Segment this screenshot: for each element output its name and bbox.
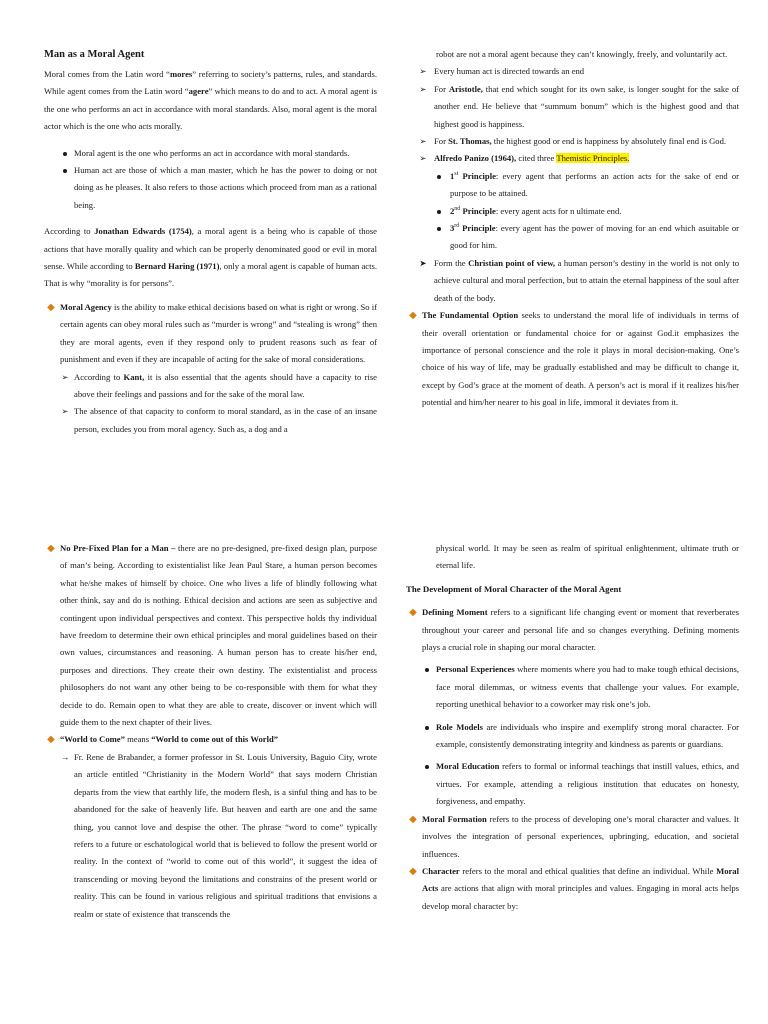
- text-run: : every agent acts for n ultimate end.: [495, 205, 622, 216]
- bold-term: “World to Come”: [60, 734, 125, 745]
- text-run: the highest good or end is happiness by absolutely final end is God.: [491, 136, 727, 147]
- dot-bullet-icon: [432, 168, 446, 185]
- bold-term: 2: [450, 205, 455, 216]
- text-run: means: [124, 734, 152, 745]
- list-item-text: Moral agent is the one who performs an act in accordance with moral standards.: [74, 147, 350, 158]
- text-run: it is also essential that the agents should have a capacity to rise above their feelings and passions and for the sake of the moral law.: [74, 371, 377, 399]
- text-run: For: [434, 136, 449, 147]
- bold-term: agere: [188, 86, 209, 97]
- text-run: , a moral agent is a being who is capable of those actions that have morally quality and which can be properly denominated good or evil in moral sense. While according to: [44, 226, 377, 272]
- text-run: ” which means to do and to act. A moral agent is the one who performs an act in accordance with moral standards. Also, moral agent is the moral actor which is the one who acts morally.: [44, 86, 377, 132]
- bold-term: “World to come out of this World”: [151, 734, 279, 745]
- diamond-bullet-icon: ◆: [47, 543, 55, 554]
- list-item: [44, 299, 377, 369]
- bold-term: mores: [169, 69, 193, 79]
- top-right-section: [406, 46, 739, 412]
- diamond-bullet-icon: ◆: [409, 865, 417, 877]
- dot-bullet-icon: [420, 719, 434, 736]
- list-item: [406, 81, 739, 133]
- list-item-text: where moments where you had to make tough ethical decisions, face moral dilemmas, or witness events that challenge your values. For example, reporting unethical behavior to a coworker may risk one’s job.: [436, 664, 739, 710]
- text-run: For: [434, 83, 449, 94]
- list-item: [406, 719, 739, 754]
- bold-term: St. Thomas,: [448, 136, 492, 147]
- bold-term: Aristotle,: [448, 83, 483, 94]
- moral-definition-paragraph: [44, 66, 377, 136]
- text-run: Form the: [434, 257, 469, 268]
- text-run: : every agent has the power of moving for an end which asuitable or good for him.: [450, 223, 739, 251]
- edwards-haring-paragraph: [44, 223, 377, 293]
- bold-term: Role Models: [436, 721, 483, 732]
- list-item: [44, 162, 377, 214]
- bold-term: Jonathan Edwards (1754): [94, 226, 192, 237]
- dot-bullet-icon: [58, 162, 72, 179]
- bold-term: Personal Experiences: [436, 664, 515, 675]
- text-run: Moral comes from the Latin word “: [44, 69, 170, 79]
- list-item-text: The absence of that capacity to conform to moral standard, as in the case of an insane person, excludes you from moral agency. Such as, a dog and a: [74, 406, 377, 434]
- bold-term: Character: [422, 865, 460, 876]
- bold-term: Principle: [460, 205, 496, 216]
- list-item: [44, 540, 377, 731]
- bottom-left-section: [44, 540, 377, 923]
- bold-term: 3: [450, 223, 455, 234]
- list-item-text: seeks to understand the moral life of individuals in terms of their overall orientation or fundamental choice for or against God.it emphasizes the importance of personal conscience and the role it plays in moral decision-making. One’s choice of his way of life, may be gradually established and may be difficult to change it, except by God’s grace at the moment of death. A person’s act is moral if it realizes his/her potential and him/her nearer to his goal in life, immoral it deviates from it.: [422, 310, 739, 408]
- text-run: cited three: [516, 153, 557, 164]
- list-item: [406, 811, 739, 863]
- bold-term: Alfredo Panizo (1964),: [434, 153, 517, 164]
- bold-term: Defining Moment: [422, 607, 488, 618]
- list-item-text: refers to the process of developing one’s moral character and values. It involves the integration of personal experiences, upbringing, education, and societal influences.: [422, 813, 739, 859]
- list-item: [44, 731, 377, 748]
- arrow-right-icon: →: [60, 751, 70, 762]
- text-run: refers to the moral and ethical qualities that define an individual. While: [459, 865, 717, 876]
- bold-term: No Pre-Fixed Plan for a Man –: [60, 543, 176, 553]
- text-run: ” referring to society’s patterns, rules, and standards. While agent comes from the Latin word “: [44, 69, 377, 97]
- list-item: [406, 758, 739, 810]
- list-item-continuation: [406, 46, 739, 63]
- bold-term: Kant,: [123, 371, 145, 382]
- bold-term: Moral Acts: [422, 865, 739, 894]
- text-run: According to: [74, 371, 124, 382]
- list-item-text: Fr. Rene de Brabander, a former professor in St. Louis University, Baguio City, wrote an article entitled “Christianity in the Modern World” that says modern Christian departs from the view that earthly life, the modern flesh, is a sinful thing and has to be abandoned for the sake of heavenly life. But heaven and earth are one and the same thing, you cannot love and despise the other. The phrase “word to come” typically refers to a future or eschatological world that is believed to follow the present world or reality. In the context of “world to come out of this world”, it suggest the idea of transcending or moving beyond the limitations and constrains of the present world or reality. This can be found in various religious and spiritual traditions that envisions a realm or state of existence that transcends the: [74, 751, 377, 919]
- list-item-text: there are no pre-designed, pre-fixed design plan, purpose of man’s being. According to existentialist like Jean Paul Stare, a human person becomes what he/she makes of himself by choice. One who lives a life of blindly following what other think, say and do is nothing. Ethical decision and actions are seen as subjective and contingent upon individual perspectives and context. This perspective holds thy individual have freedom to determine their own ethical principles and moral guidelines based on their own values, circumstances and reasoning. A human person has to create his/her end, purposes and directions. They create their own destiny. The existentialist and process philosophers do not want any other being to be co-responsible with them for what they decide to do. Remain open to what they are able to create, discover or invent which will guide them to the next chapter of their lives.: [60, 543, 377, 728]
- list-item-text: Human act are those of which a man master, which he has the power to doing or not doing as he pleases. It also refers to those actions which proceed from man as a rational being.: [74, 165, 377, 210]
- list-item: [406, 150, 739, 167]
- principle-item: [406, 168, 739, 203]
- bold-term: Moral Education: [436, 761, 500, 772]
- section-title: Man as a Moral Agent: [44, 49, 145, 60]
- highlighted-term: Themistic Principles.: [556, 153, 630, 164]
- text-run: : every agent that performs an action acts for the sake of end or purpose to be attained.: [450, 170, 739, 199]
- list-item-text: physical world. It may be seen as realm of spiritual enlightenment, ultimate truth or eternal life.: [436, 543, 739, 571]
- bold-term: Christian point of view,: [468, 257, 556, 268]
- principle-item: [406, 220, 739, 255]
- superscript: st: [454, 170, 459, 177]
- list-item: [44, 403, 377, 438]
- list-item-text: robot are not a moral agent because they can’t knowingly, freely, and voluntarily act.: [436, 49, 728, 59]
- text-run: , only a moral agent is capable of human acts. That is why “morality is for persons”.: [44, 261, 377, 289]
- list-item: [406, 863, 739, 915]
- bold-term: The Fundamental Option: [422, 310, 519, 321]
- list-item-text: refers to a significant life changing event or moment that reverberates throughout your career and personal life and so changes everything. Defining moments plays a crucial role in shaping our moral character.: [422, 607, 739, 653]
- dot-bullet-icon: [432, 220, 446, 237]
- list-item: [406, 661, 739, 713]
- arrowhead-icon: ➢: [419, 83, 427, 94]
- text-run: that end which sought for its own sake, is longer sought for the sake of another end. He believe that “summum bonum” which is the highest good and that highest good is happiness.: [434, 83, 739, 129]
- diamond-bullet-icon: ◆: [47, 301, 55, 313]
- dot-bullet-icon: [58, 145, 72, 162]
- list-item-text: Every human act is directed towards an end: [434, 66, 585, 77]
- bold-term: Principle: [459, 223, 496, 234]
- bottom-right-section: [406, 540, 739, 915]
- bold-term: Principle: [458, 170, 496, 181]
- list-item: [44, 369, 377, 404]
- dot-bullet-icon: [420, 758, 434, 775]
- list-item-continuation: [406, 540, 739, 575]
- bold-term: Moral Formation: [422, 813, 487, 824]
- arrowhead-icon: ➢: [419, 136, 427, 147]
- list-item-text: is the ability to make ethical decisions based on what is right or wrong. So if certain agents can obey moral rules such as “murder is wrong” and “stealing is wrong” then they are moral agents, even if they respond only to prudent reasons such as fear of punishment and even if they are incapable of acting for the sake of moral considerations.: [60, 301, 377, 365]
- arrowhead-icon: ➢: [61, 406, 69, 417]
- list-item: [406, 133, 739, 150]
- principle-item: [406, 203, 739, 220]
- arrowhead-icon: ➢: [419, 153, 427, 164]
- list-item: [406, 604, 739, 656]
- list-item: [406, 307, 739, 411]
- bold-term: Moral Agency: [60, 301, 112, 312]
- diamond-bullet-icon: ◆: [409, 310, 417, 322]
- list-item: [44, 145, 377, 162]
- top-left-section: [44, 46, 377, 438]
- arrowhead-icon: ➤: [419, 257, 427, 268]
- list-item-text: refers to formal or informal teachings that instill values, ethics, and virtues. For example, attending a religious institution that educates on honesty, forgiveness, and empathy.: [436, 761, 739, 807]
- text-run: According to: [44, 226, 95, 237]
- list-item: [406, 63, 739, 80]
- dot-bullet-icon: [432, 203, 446, 220]
- list-item: [44, 749, 377, 923]
- superscript: rd: [454, 223, 460, 230]
- arrowhead-icon: ➢: [61, 371, 69, 382]
- diamond-bullet-icon: ◆: [47, 734, 55, 746]
- bold-term: 1: [450, 170, 455, 181]
- text-run: a human person’s destiny in the world is not only to achieve cultural and moral perfection, but to attain the eternal happiness of the soul after death of the body.: [434, 257, 740, 303]
- superscript: nd: [454, 205, 461, 212]
- diamond-bullet-icon: ◆: [409, 607, 417, 619]
- list-item-text: are individuals who inspire and exemplify strong moral character. For example, consistently demonstrating integrity and kindness as parents or guardians.: [436, 721, 739, 750]
- bold-term: Bernard Haring (1971): [134, 261, 220, 272]
- diamond-bullet-icon: ◆: [409, 813, 417, 825]
- section-subtitle: The Development of Moral Character of the Moral Agent: [406, 583, 622, 594]
- text-run: are actions that align with moral principles and values. Engaging in moral acts helps develop moral character by:: [422, 883, 739, 911]
- dot-bullet-icon: [420, 661, 434, 678]
- arrowhead-icon: ➢: [419, 66, 427, 77]
- list-item: [406, 255, 739, 307]
